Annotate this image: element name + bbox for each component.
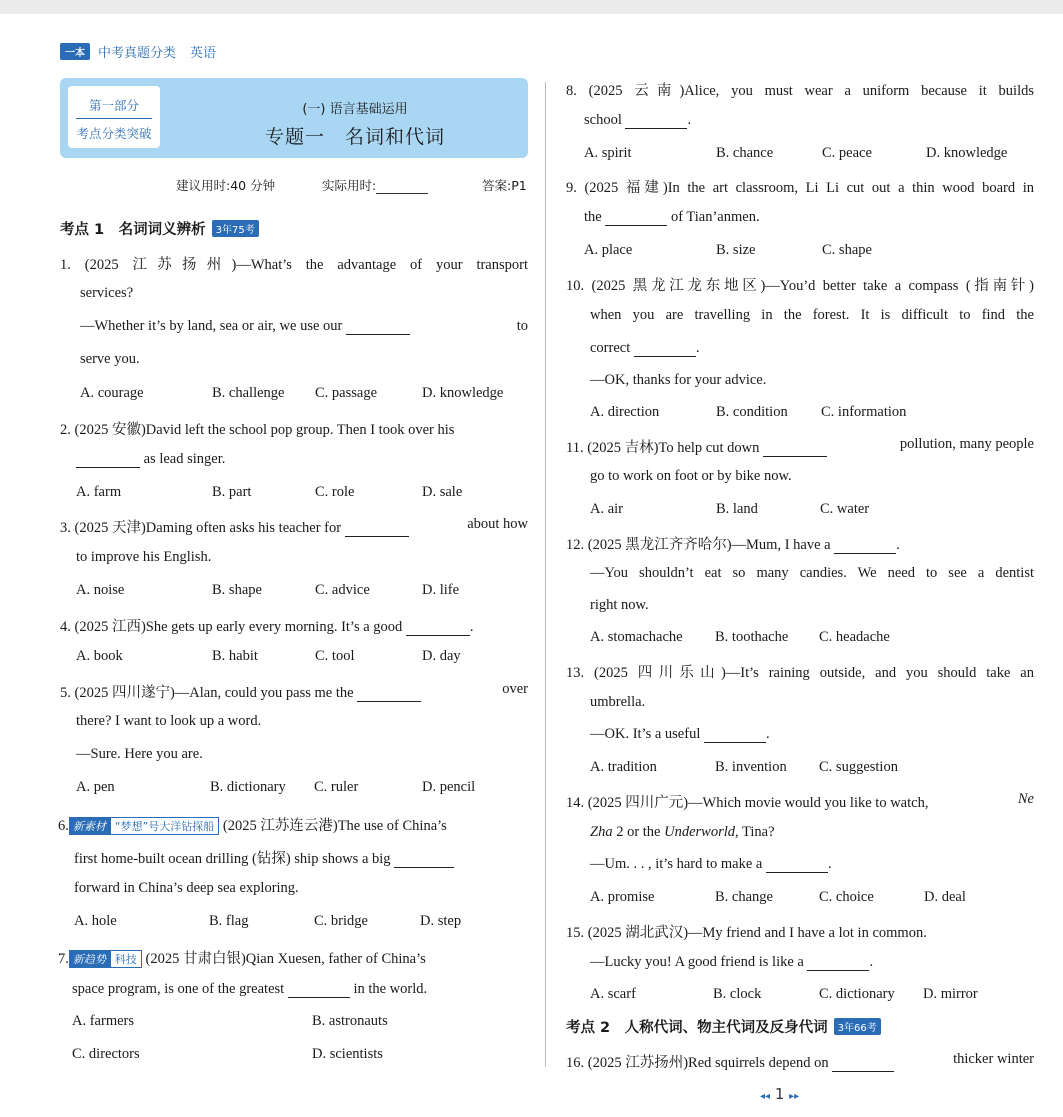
q5-line1b: over [502, 681, 528, 697]
q9-option-c[interactable]: C. shape [822, 242, 872, 258]
q9-line2a: the [584, 209, 602, 225]
q13-option-b[interactable]: B. invention [715, 759, 787, 775]
q7-blank[interactable] [288, 997, 350, 998]
q13-line1: 13. (2025 四川乐山)—It’s raining outside, and you should take an [566, 665, 1034, 681]
section-1-title: 考点 1 名词词义辨析 [60, 222, 206, 238]
q15-option-d[interactable]: D. mirror [923, 986, 978, 1002]
q14-option-a[interactable]: A. promise [590, 889, 655, 905]
q1-blank[interactable] [346, 334, 410, 335]
q5-option-b[interactable]: B. dictionary [210, 779, 286, 795]
page-header [60, 42, 216, 61]
q14-line2a: Zha [590, 824, 613, 840]
q11-line1 [566, 436, 1034, 457]
q1-option-d[interactable]: D. knowledge [422, 385, 504, 401]
q2-option-c[interactable]: C. role [315, 484, 355, 500]
answer-ref: 答案:P1 [482, 178, 527, 193]
banner-subtitle: (一) 语言基础运用 [302, 102, 408, 117]
q11-option-b[interactable]: B. land [716, 501, 758, 517]
q2-line1: 2. (2025 安徽)David left the school pop group. Then I took over his [60, 422, 455, 438]
q13-blank[interactable] [704, 742, 766, 743]
q9-line2 [584, 209, 760, 226]
q14-line3a: —Um. . . , it’s hard to make a [590, 856, 763, 872]
q12-line1b: . [896, 537, 900, 553]
q15-line1: 15. (2025 湖北武汉)—My friend and I have a lot in common. [566, 925, 927, 941]
q3-blank[interactable] [345, 536, 409, 537]
q5-option-d[interactable]: D. pencil [422, 779, 476, 795]
q6-option-c[interactable]: C. bridge [314, 913, 368, 929]
q10-line3b: . [695, 340, 700, 356]
q3-line1b: about how [467, 516, 528, 532]
q7-line2a: space program, is one of the greatest [72, 981, 285, 997]
q6-line2 [74, 847, 454, 868]
q9-blank[interactable] [605, 225, 667, 226]
q4-option-a[interactable]: A. book [76, 648, 123, 664]
part-sub-label: 考点分类突破 [76, 126, 152, 141]
q10-line1: 10. (2025 黑龙江龙东地区)—You’d better take a compass (指南针) [566, 278, 1034, 294]
q10-line3a: correct [590, 340, 631, 356]
q12-line2: —You shouldn’t eat so many candies. We need to see a dentist [590, 565, 1034, 581]
q14-option-c[interactable]: C. choice [819, 889, 874, 905]
q4-blank[interactable] [406, 635, 470, 636]
q2-line2 [76, 451, 225, 468]
q5-option-c[interactable]: C. ruler [314, 779, 359, 795]
q7-line2 [72, 981, 427, 998]
actual-time-label: 实际用时: [322, 178, 377, 193]
q6-line1 [58, 814, 447, 835]
q12-line1a: 12. (2025 黑龙江齐齐哈尔)—Mum, I have a [566, 537, 831, 553]
q15-line2a: —Lucky you! A good friend is like a [590, 954, 804, 970]
q15-blank[interactable] [807, 970, 869, 971]
q11-line2: go to work on foot or by bike now. [590, 468, 792, 484]
q7-option-b[interactable]: B. astronauts [312, 1013, 388, 1029]
q4-line1b: . [469, 619, 474, 635]
q8-line2a: school [584, 112, 622, 128]
q8-line2 [584, 112, 691, 129]
section-1-heading [60, 218, 259, 239]
q7-line2b: in the world. [353, 981, 428, 997]
q8-option-a[interactable]: A. spirit [584, 145, 632, 161]
part-box [68, 86, 160, 148]
q15-line2 [590, 954, 873, 971]
q9-line2b: of Tian’anmen. [670, 209, 760, 225]
q6-option-b[interactable]: B. flag [209, 913, 249, 929]
subject-name: 英语 [190, 46, 217, 61]
q12-line1 [566, 533, 900, 554]
q13-line2: umbrella. [590, 694, 646, 710]
q12-line3: right now. [590, 597, 649, 613]
q8-option-b[interactable]: B. chance [716, 145, 774, 161]
q5-line3: —Sure. Here you are. [76, 746, 203, 762]
q10-option-b[interactable]: B. condition [716, 404, 788, 420]
q15-option-b[interactable]: B. clock [713, 986, 762, 1002]
q1-line3a: —Whether it’s by land, sea or air, we use our [80, 318, 343, 334]
q11-line1a: 11. (2025 吉林)To help cut down [566, 440, 760, 456]
q14-line1 [566, 791, 1034, 812]
q2-blank[interactable] [76, 467, 140, 468]
q10-line4: —OK, thanks for your advice. [590, 372, 767, 388]
q16-line1b: thicker winter [953, 1051, 1034, 1067]
q1-line3b: to [516, 318, 528, 334]
q3-option-a[interactable]: A. noise [76, 582, 125, 598]
q14-line1b: Ne [1017, 791, 1034, 807]
q14-line2b: 2 or the [616, 824, 661, 840]
q5-blank[interactable] [357, 701, 421, 702]
q14-line3b: . [827, 856, 832, 872]
q16-line1a: 16. (2025 江苏扬州)Red squirrels depend on [566, 1055, 829, 1071]
q4-line1a: 4. (2025 江西)She gets up early every morning. It’s a good [60, 619, 403, 635]
q12-blank[interactable] [834, 553, 896, 554]
q15-line2b: . [869, 954, 874, 970]
q6-number: 6. [58, 818, 69, 834]
q1-line1: 1. (2025 江苏扬州)—What’s the advantage of your transport [60, 257, 528, 273]
q14-line1a: 14. (2025 四川广元)—Which movie would you like to watch, [566, 795, 929, 811]
actual-time [322, 176, 428, 194]
q4-option-b[interactable]: B. habit [212, 648, 258, 664]
q8-option-c[interactable]: C. peace [822, 145, 872, 161]
q9-line1: 9. (2025 福建)In the art classroom, Li Li cut out a thin wood board in [566, 180, 1034, 196]
q1-option-b[interactable]: B. challenge [212, 385, 285, 401]
q6-tag: 新素材 [69, 817, 110, 835]
q15-option-a[interactable]: A. scarf [590, 986, 636, 1002]
q6-option-a[interactable]: A. hole [74, 913, 117, 929]
q11-line1b: pollution, many people [899, 436, 1034, 452]
q10-line2: when you are travelling in the forest. It is difficult to find the [590, 307, 1034, 323]
q6-tag-topic: “梦想”号大洋钻探船 [110, 817, 219, 835]
q13-option-c[interactable]: C. suggestion [819, 759, 898, 775]
q7-number: 7. [58, 951, 69, 967]
section-2-heading [566, 1016, 881, 1037]
actual-time-blank [376, 193, 428, 194]
q12-option-b[interactable]: B. toothache [715, 629, 789, 645]
q13-line3b: . [765, 726, 770, 742]
q14-option-d[interactable]: D. deal [924, 889, 966, 905]
q3-line1a: 3. (2025 天津)Daming often asks his teacher for [60, 520, 342, 536]
q11-option-a[interactable]: A. air [590, 501, 624, 517]
q3-option-c[interactable]: C. advice [315, 582, 370, 598]
q4-option-d[interactable]: D. day [422, 648, 461, 664]
q7-option-a[interactable]: A. farmers [72, 1013, 135, 1029]
q14-line2c: Underworld [664, 824, 736, 840]
q5-line1 [60, 681, 528, 702]
q15-option-c[interactable]: C. dictionary [819, 986, 895, 1002]
q14-blank[interactable] [766, 872, 828, 873]
q7-option-d[interactable]: D. scientists [312, 1046, 383, 1062]
q12-option-c[interactable]: C. headache [819, 629, 890, 645]
section-2-badge: 3年66考 [834, 1018, 881, 1035]
q6-line1-text: (2025 江苏连云港)The use of China’s [222, 818, 447, 834]
q6-line3: forward in China’s deep sea exploring. [74, 880, 299, 896]
q9-option-b[interactable]: B. size [716, 242, 756, 258]
q2-option-d[interactable]: D. sale [422, 484, 463, 500]
topic-banner [60, 78, 528, 158]
series-name: 中考真题分类 [98, 46, 177, 61]
q5-line2: there? I want to look up a word. [76, 713, 262, 729]
brand-logo: 一本 [60, 43, 90, 60]
q1-line3 [80, 318, 528, 335]
q7-option-c[interactable]: C. directors [72, 1046, 140, 1062]
q11-option-c[interactable]: C. water [820, 501, 870, 517]
prev-arrow-icon: ◂◂ [760, 1091, 771, 1102]
page-number-value: 1 [774, 1085, 785, 1103]
q1-line2: services? [80, 285, 134, 301]
q4-line1 [60, 615, 474, 636]
q3-line1 [60, 516, 528, 537]
q16-line1 [566, 1051, 1034, 1072]
q8-option-d[interactable]: D. knowledge [926, 145, 1008, 161]
q10-line3 [590, 340, 700, 357]
suggested-time: 建议用时:40 分钟 [176, 178, 276, 193]
q7-tag-topic: 科技 [110, 950, 142, 968]
q10-blank[interactable] [634, 356, 696, 357]
q1-line4: serve you. [80, 351, 140, 367]
q3-option-b[interactable]: B. shape [212, 582, 262, 598]
q2-option-a[interactable]: A. farm [76, 484, 122, 500]
q7-line1-text: (2025 甘肃白银)Qian Xuesen, father of China’s [145, 951, 426, 967]
next-arrow-icon: ▸▸ [789, 1091, 800, 1102]
q14-line2d: , Tina? [735, 824, 775, 840]
q3-option-d[interactable]: D. life [422, 582, 460, 598]
q2-option-b[interactable]: B. part [212, 484, 252, 500]
banner-title: 专题一 名词和代词 [264, 126, 445, 148]
section-2-title: 考点 2 人称代词、物主代词及反身代词 [566, 1020, 828, 1036]
q8-blank[interactable] [625, 128, 687, 129]
section-1-badge: 3年75考 [212, 220, 259, 237]
q7-line1 [58, 947, 426, 968]
q1-option-c[interactable]: C. passage [315, 385, 378, 401]
q8-line1: 8. (2025 云南)Alice, you must wear a uniform because it builds [566, 83, 1034, 99]
q5-option-a[interactable]: A. pen [76, 779, 115, 795]
q14-line2 [590, 824, 775, 841]
column-divider [545, 82, 546, 1067]
q13-line3a: —OK. It’s a useful [590, 726, 701, 742]
q1-option-a[interactable]: A. courage [80, 385, 144, 401]
q2-line2-text: as lead singer. [143, 451, 226, 467]
q9-option-a[interactable]: A. place [584, 242, 633, 258]
q6-blank[interactable] [394, 867, 454, 868]
q10-option-a[interactable]: A. direction [590, 404, 660, 420]
q16-blank[interactable] [832, 1071, 894, 1072]
q13-option-a[interactable]: A. tradition [590, 759, 657, 775]
top-band [0, 0, 1063, 14]
page-number [760, 1085, 799, 1103]
q12-option-a[interactable]: A. stomachache [590, 629, 683, 645]
q14-line3 [590, 856, 832, 873]
q3-line2: to improve his English. [76, 549, 212, 565]
part-label: 第一部分 [76, 96, 152, 119]
q4-option-c[interactable]: C. tool [315, 648, 355, 664]
q5-line1a: 5. (2025 四川遂宁)—Alan, could you pass me the [60, 685, 354, 701]
q14-option-b[interactable]: B. change [715, 889, 773, 905]
q6-line2-text: first home-built ocean drilling (钻探) ship shows a big [74, 851, 391, 867]
q8-line2b: . [687, 112, 692, 128]
q7-tag: 新趋势 [69, 950, 110, 968]
q10-option-c[interactable]: C. information [821, 404, 907, 420]
q6-option-d[interactable]: D. step [420, 913, 462, 929]
q13-line3 [590, 726, 770, 743]
q11-blank[interactable] [763, 456, 827, 457]
